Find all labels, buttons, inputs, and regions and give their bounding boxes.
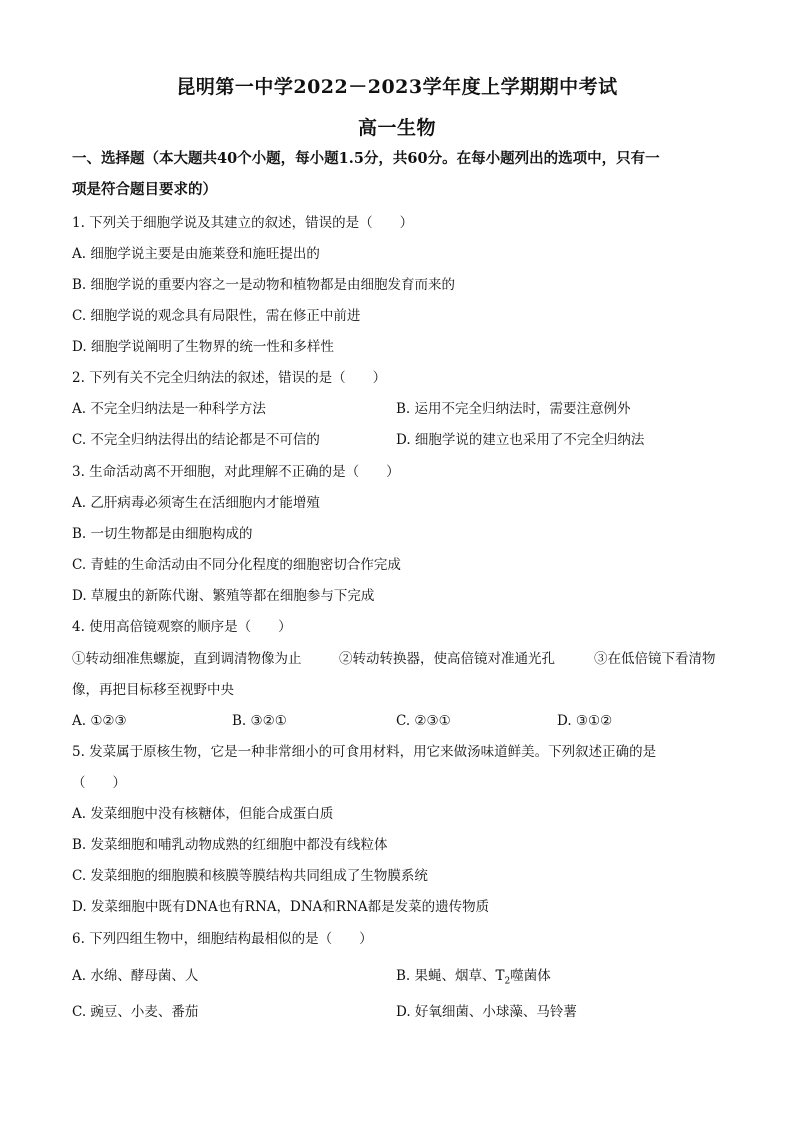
q2-option-d: D. 细胞学说的建立也采用了不完全归纳法 bbox=[396, 432, 645, 448]
q4-option-d: D. ③①② bbox=[557, 713, 613, 729]
q4-option-c: C. ②③① bbox=[396, 713, 451, 729]
q4-option-a: A. ①②③ bbox=[72, 713, 127, 729]
q5-option-a: A. 发菜细胞中没有核糖体，但能合成蛋白质 bbox=[72, 806, 334, 822]
q1-option-d: D. 细胞学说阐明了生物界的统一性和多样性 bbox=[72, 339, 334, 355]
q5-option-c: C. 发菜细胞的细胞膜和核膜等膜结构共同组成了生物膜系统 bbox=[72, 868, 428, 884]
q3-option-d: D. 草履虫的新陈代谢、繁殖等都在细胞参与下完成 bbox=[72, 588, 375, 604]
q6-option-a: A. 水绵、酵母菌、人 bbox=[72, 968, 199, 984]
q3-option-a: A. 乙肝病毒必须寄生在活细胞内才能增殖 bbox=[72, 495, 320, 511]
exam-title: 昆明第一中学2022－2023学年度上学期期中考试 bbox=[176, 76, 618, 98]
q6-option-b-sub: 2 bbox=[504, 976, 511, 987]
q4-step-3: ③在低倍镜下看清物 bbox=[594, 651, 716, 667]
q6-option-d: D. 好氧细菌、小球藻、马铃薯 bbox=[396, 1004, 577, 1020]
q4-step-2: ②转动转换器，使高倍镜对准通光孔 bbox=[339, 651, 555, 667]
q5-option-b: B. 发菜细胞和哺乳动物成熟的红细胞中都没有线粒体 bbox=[72, 837, 388, 853]
q6-option-b bbox=[396, 967, 551, 991]
q2-option-a: A. 不完全归纳法是一种科学方法 bbox=[72, 401, 266, 417]
exam-subtitle: 高一生物 bbox=[357, 117, 436, 139]
q3-option-b: B. 一切生物都是由细胞构成的 bbox=[72, 526, 253, 542]
q6-option-b-tail: 噬菌体 bbox=[510, 968, 551, 984]
q4-option-b: B. ③②① bbox=[232, 713, 287, 729]
q4-stem: 4. 使用高倍镜观察的顺序是（ ） bbox=[72, 619, 292, 635]
q1-option-c: C. 细胞学说的观念具有局限性，需在修正中前进 bbox=[72, 308, 361, 324]
section-heading-line1: 一、选择题（本大题共40个小题，每小题1.5分，共60分。在每小题列出的选项中，只有一 bbox=[72, 150, 660, 167]
q4-steps-cont: 像，再把目标移至视野中央 bbox=[72, 682, 234, 698]
q2-stem: 2. 下列有关不完全归纳法的叙述，错误的是（ ） bbox=[72, 370, 387, 386]
q3-option-c: C. 青蛙的生命活动由不同分化程度的细胞密切合作完成 bbox=[72, 557, 401, 573]
q1-option-b: B. 细胞学说的重要内容之一是动物和植物都是由细胞发育而来的 bbox=[72, 277, 456, 293]
q5-stem: 5. 发菜属于原核生物，它是一种非常细小的可食用材料，用它来做汤味道鲜美。下列叙述正确的是 bbox=[72, 744, 657, 760]
q1-stem: 1. 下列关于细胞学说及其建立的叙述，错误的是（ ） bbox=[72, 215, 414, 231]
q6-stem: 6. 下列四组生物中，细胞结构最相似的是（ ） bbox=[72, 931, 373, 947]
q2-option-c: C. 不完全归纳法得出的结论都是不可信的 bbox=[72, 432, 320, 448]
q1-option-a: A. 细胞学说主要是由施莱登和施旺提出的 bbox=[72, 246, 320, 262]
q5-option-d: D. 发菜细胞中既有DNA也有RNA，DNA和RNA都是发菜的遗传物质 bbox=[72, 899, 490, 915]
q6-option-c: C. 豌豆、小麦、番茄 bbox=[72, 1004, 199, 1020]
q5-stem-cont: （ ） bbox=[72, 775, 126, 791]
q4-step-1: ①转动细准焦螺旋，直到调清物像为止 bbox=[72, 651, 302, 667]
q3-stem: 3. 生命活动离不开细胞，对此理解不正确的是（ ） bbox=[72, 464, 400, 480]
q2-option-b: B. 运用不完全归纳法时，需要注意例外 bbox=[396, 401, 631, 417]
section-heading-line2: 项是符合题目要求的） bbox=[72, 181, 217, 198]
q6-option-b-text: B. 果蝇、烟草、T bbox=[396, 968, 505, 984]
